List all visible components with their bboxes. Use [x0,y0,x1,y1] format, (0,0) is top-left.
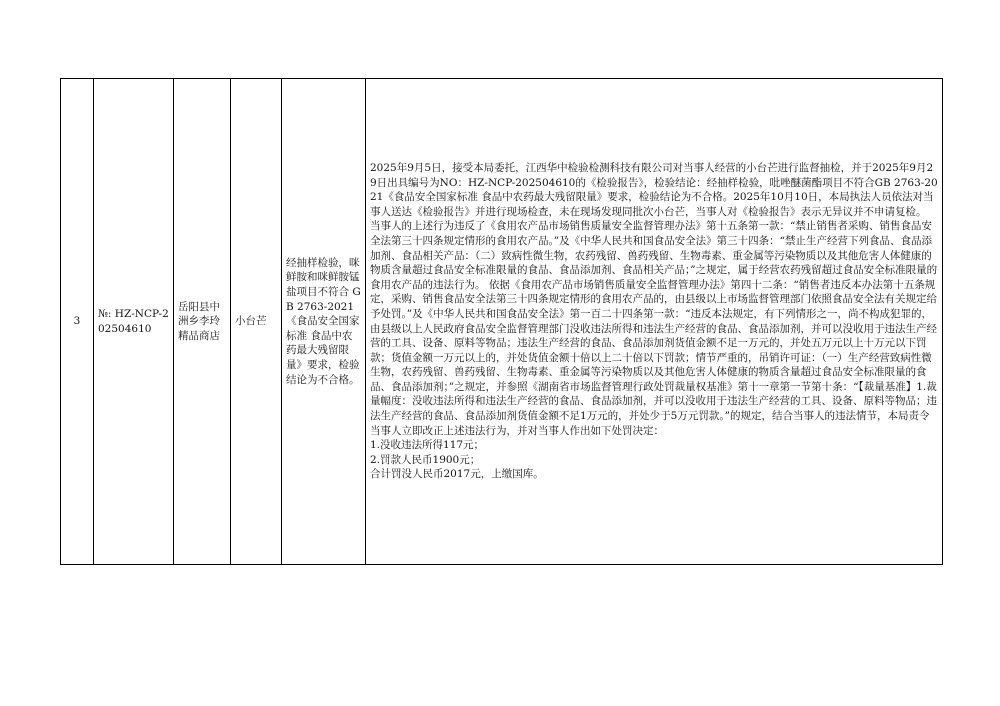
penalty-basis-text: 2025年9月5日，接受本局委托，江西华中检验检测科技有限公司对当事人经营的小台芒进行监督抽检，并于2025年9月29日出具编号为NO：HZ-NCP-202504610的《检验报告》，检验结论：经抽样检验，吡唑醚菌酯项目不符合GB 2763-2021《食品安全国家标准 食品中农药最大残留限量》要求，检验结论为不合格。2025年10月10日，本局执法人员依法对当事人送达《检验报告》并进行现场检查，未在现场发现同批次小台芒，当事人对《检验报告》表示无异议并不申请复检。 当事人的上述行为违反了《食用农产品市场销售质量安全监督管理办法》第十五条第一款：“禁止销售者采购、销售食品安全法第三十四条规定情形的食用农产品。”及《中华人民共和国食品安全法》第三十四条：“禁止生产经营下列食品、食品添加剂、食品相关产品：（二）致病性微生物，农药残留、兽药残留、生物毒素、重金属等污染物质以及其他危害人体健康的物质含量超过食品安全标准限量的食品、食品添加剂、食品相关产品；”之规定，属于经营农药残留超过食品安全标准限量的食用农产品的违法行为。 依据《食用农产品市场销售质量安全监督管理办法》第四十二条：“销售者违反本办法第十五条规定，采购、销售食品安全法第三十四条规定情形的食用农产品的，由县级以上市场监督管理部门依照食品安全法有关规定给予处罚。”及《中华人民共和国食品安全法》第一百二十四条第一款：“违反本法规定，有下列情形之一，尚不构成犯罪的，由县级以上人民政府食品安全监督管理部门没收违法所得和违法生产经营的食品、食品添加剂，并可以没收用于违法生产经营的工具、设备、原料等物品；违法生产经营的食品、食品添加剂货值金额不足一万元的，并处五万元以上十万元以下罚款；货值金额一万元以上的，并处货值金额十倍以上二十倍以下罚款；情节严重的，吊销许可证：（一）生产经营致病性微生物，农药残留、兽药残留、生物毒素、重金属等污染物质以及其他危害人体健康的物质含量超过食品安全标准限量的食品、食品添加剂；”之规定，并参照《湖南省市场监督管理行政处罚裁量权基准》第十一章第一节第十条：“【裁量基准】1.裁量幅度：没收违法所得和违法生产经营的食品、食品添加剂，并可以没收用于违法生产经营的工具、设备、原料等物品；违法生产经营的食品、食品添加剂货值金额不足1万元的，并处少于5万元罚款。”的规定，结合当事人的违法情节，本局责令当事人立即改正上述违法行为，并对当事人作出如下处罚决定： [370,161,938,437]
penalty-table [60,78,943,565]
penalty-basis-cell [366,79,943,565]
table-row [61,79,943,565]
party-name-cell: 岳阳县中洲乡李玲精品商店 [174,79,231,565]
row-index-cell: 3 [61,79,94,565]
decision-item-2: 2.罚款人民币1900元； [370,453,481,466]
report-number-cell: №: HZ-NCP-202504610 [94,79,174,565]
product-name-cell: 小台芒 [231,79,282,565]
decision-total: 合计罚没人民币2017元，上缴国库。 [370,468,544,481]
decision-item-1: 1.没收违法所得117元； [370,439,485,452]
violation-summary-cell: 经抽样检验，咪鲜胺和咪鲜胺锰盐项目不符合 GB 2763-2021《食品安全国家标准 食品中农药最大残留限量》要求，检验结论为不合格。 [282,79,366,565]
